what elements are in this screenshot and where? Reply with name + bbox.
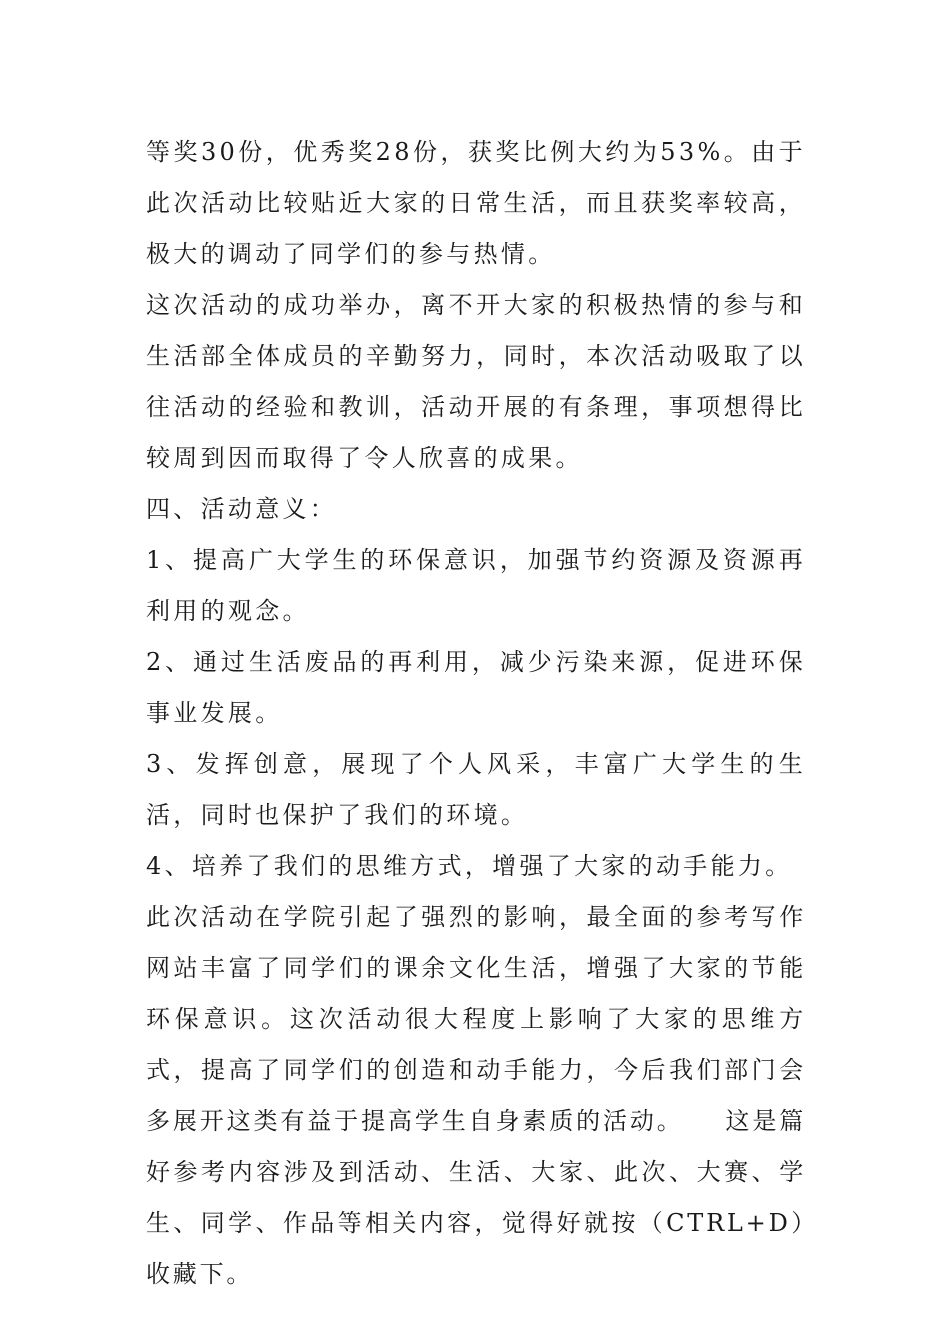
document-body — [146, 127, 806, 1300]
list-item-2: 2、通过生活废品的再利用，减少污染来源，促进环保事业发展。 — [146, 648, 806, 727]
paragraph-success-summary: 这次活动的成功举办，离不开大家的积极热情的参与和生活部全体成员的辛勤努力，同时，本次活动吸取了以往活动的经验和教训，活动开展的有条理，事项想得比较周到因而取得了令人欣喜的成果。 — [146, 291, 806, 472]
list-item-1: 1、提高广大学生的环保意识，加强节约资源及资源再利用的观念。 — [146, 546, 806, 625]
section-heading-significance: 四、活动意义： — [146, 495, 338, 523]
paragraph-award-results: 等奖30份，优秀奖28份，获奖比例大约为53%。由于此次活动比较贴近大家的日常生活，而且获奖率较高，极大的调动了同学们的参与热情。 — [146, 138, 806, 268]
list-item-4: 4、培养了我们的思维方式，增强了大家的动手能力。 — [146, 852, 793, 880]
paragraph-conclusion: 此次活动在学院引起了强烈的影响，最全面的参考写作网站丰富了同学们的课余文化生活，增强了大家的节能环保意识。这次活动很大程度上影响了大家的思维方式，提高了同学们的创造和动手能力，今后我们部门会多展开这类有益于提高学生自身素质的活动。 这是篇好参考内容涉及到活动、生活、大家、此次、大赛、学生、同学、作品等相关内容，觉得好就按（CTRL+D）收藏下。 — [146, 903, 806, 1288]
list-item-3: 3、发挥创意，展现了个人风采，丰富广大学生的生活，同时也保护了我们的环境。 — [146, 750, 806, 829]
